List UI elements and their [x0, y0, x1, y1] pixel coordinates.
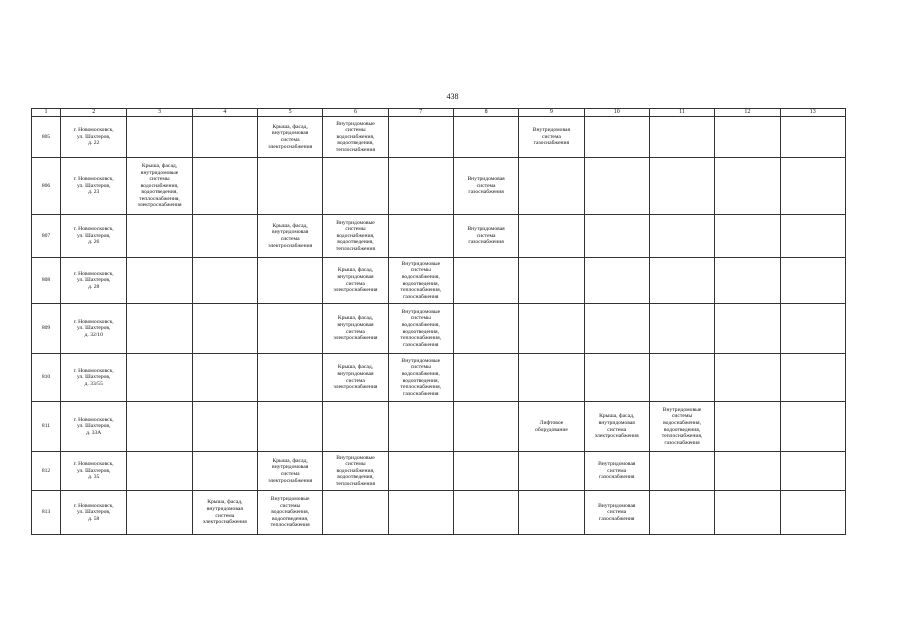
address-cell: г. Новомосковск, ул. Шахтеров, д. 23 [61, 158, 127, 215]
work-type-cell [258, 354, 323, 402]
column-number-header: 12 [715, 109, 780, 117]
repair-schedule-table [31, 108, 846, 535]
work-type-cell: Крыша, фасад, внутридомовая система электроснабжения [258, 117, 323, 158]
work-type-cell [715, 215, 780, 258]
work-type-cell [649, 158, 714, 215]
work-type-cell [584, 117, 649, 158]
work-type-cell: Крыша, фасад, внутридомовая система электроснабжения [584, 402, 649, 452]
column-number-header: 13 [780, 109, 845, 117]
work-type-cell [780, 158, 845, 215]
address-cell: г. Новомосковск, ул. Шахтеров, д. 33А [61, 402, 127, 452]
work-type-cell: Крыша, фасад, внутридомовая система электроснабжения [323, 304, 388, 354]
work-type-cell: Внутридомовые системы водоснабжения, водоотведения, теплоснабжения [323, 452, 388, 491]
work-type-cell [388, 452, 453, 491]
work-type-cell [584, 304, 649, 354]
row-number-cell: 809 [32, 304, 61, 354]
work-type-cell [584, 258, 649, 304]
work-type-cell [127, 402, 192, 452]
work-type-cell [519, 452, 584, 491]
work-type-cell: Крыша, фасад, внутридомовые системы водоснабжения, водоотведения, теплоснабжения, электроснабжения [127, 158, 192, 215]
row-number-cell: 811 [32, 402, 61, 452]
column-number-header: 2 [61, 109, 127, 117]
work-type-cell [192, 452, 257, 491]
work-type-cell [715, 491, 780, 535]
work-type-cell [649, 304, 714, 354]
work-type-cell [715, 402, 780, 452]
work-type-cell [453, 491, 518, 535]
work-type-cell [780, 215, 845, 258]
table-row [32, 117, 846, 158]
work-type-cell: Внутридомовые системы водоснабжения, водоотведения, теплоснабжения [323, 117, 388, 158]
work-type-cell [715, 158, 780, 215]
table-row [32, 354, 846, 402]
work-type-cell [388, 491, 453, 535]
work-type-cell [519, 258, 584, 304]
work-type-cell [258, 158, 323, 215]
work-type-cell [584, 158, 649, 215]
work-type-cell [127, 117, 192, 158]
work-type-cell [127, 491, 192, 535]
column-number-header: 11 [649, 109, 714, 117]
table-row [32, 304, 846, 354]
table-row [32, 452, 846, 491]
address-cell: г. Новомосковск, ул. Шахтеров, д. 28 [61, 258, 127, 304]
work-type-cell: Внутридомовая система газоснабжения [453, 158, 518, 215]
work-type-cell [519, 215, 584, 258]
work-type-cell [584, 354, 649, 402]
column-number-header: 8 [453, 109, 518, 117]
work-type-cell: Внутридомовые системы водоснабжения, водоотведения, теплоснабжения, газоснабжения [388, 304, 453, 354]
work-type-cell [715, 304, 780, 354]
work-type-cell [192, 354, 257, 402]
work-type-cell [780, 354, 845, 402]
column-number-header: 6 [323, 109, 388, 117]
work-type-cell: Крыша, фасад, внутридомовая система электроснабжения [258, 452, 323, 491]
work-type-cell [519, 158, 584, 215]
work-type-cell [649, 354, 714, 402]
work-type-cell: Крыша, фасад, внутридомовая система электроснабжения [258, 215, 323, 258]
address-cell: г. Новомосковск, ул. Шахтеров, д. 26 [61, 215, 127, 258]
work-type-cell [127, 215, 192, 258]
work-type-cell [780, 402, 845, 452]
work-type-cell: Крыша, фасад, внутридомовая система электроснабжения [192, 491, 257, 535]
work-type-cell [258, 402, 323, 452]
work-type-cell [323, 491, 388, 535]
work-type-cell [519, 354, 584, 402]
work-type-cell: Внутридомовые системы водоснабжения, водоотведения, теплоснабжения, газоснабжения [388, 258, 453, 304]
table-row [32, 215, 846, 258]
address-cell: г. Новомосковск, ул. Шахтеров, д. 35 [61, 452, 127, 491]
work-type-cell [192, 117, 257, 158]
work-type-cell [780, 304, 845, 354]
work-type-cell [258, 304, 323, 354]
work-type-cell: Внутридомовые системы водоснабжения, водоотведения, теплоснабжения [323, 215, 388, 258]
work-type-cell [323, 402, 388, 452]
work-type-cell [519, 304, 584, 354]
address-cell: г. Новомосковск, ул. Шахтеров, д. 33/55 [61, 354, 127, 402]
column-number-header: 3 [127, 109, 192, 117]
address-cell: г. Новомосковск, ул. Шахтеров, д. 22 [61, 117, 127, 158]
work-type-cell [127, 258, 192, 304]
work-type-cell [388, 117, 453, 158]
work-type-cell [388, 215, 453, 258]
work-type-cell [192, 402, 257, 452]
work-type-cell [649, 491, 714, 535]
work-type-cell [192, 158, 257, 215]
work-type-cell: Внутридомовая система газоснабжения [584, 452, 649, 491]
column-number-header: 5 [258, 109, 323, 117]
work-type-cell [780, 117, 845, 158]
work-type-cell [453, 258, 518, 304]
table-row [32, 402, 846, 452]
work-type-cell: Крыша, фасад, внутридомовая система электроснабжения [323, 258, 388, 304]
work-type-cell: Внутридомовые системы водоснабжения, водоотведения, теплоснабжения [258, 491, 323, 535]
work-type-cell: Лифтовое оборудование [519, 402, 584, 452]
address-cell: г. Новомосковск, ул. Шахтеров, д. 58 [61, 491, 127, 535]
page-number: 438 [446, 92, 459, 101]
row-number-cell: 805 [32, 117, 61, 158]
work-type-cell [715, 452, 780, 491]
row-number-cell: 812 [32, 452, 61, 491]
work-type-cell: Крыша, фасад, внутридомовая система электроснабжения [323, 354, 388, 402]
work-type-cell [715, 117, 780, 158]
work-type-cell: Внутридомовая система газоснабжения [453, 215, 518, 258]
work-type-cell [780, 491, 845, 535]
work-type-cell: Внутридомовые системы водоснабжения, водоотведения, теплоснабжения, газоснабжения [649, 402, 714, 452]
table-row [32, 158, 846, 215]
work-type-cell [780, 452, 845, 491]
work-type-cell [649, 452, 714, 491]
work-type-cell [715, 354, 780, 402]
work-type-cell [192, 258, 257, 304]
work-type-cell [323, 158, 388, 215]
work-type-cell [780, 258, 845, 304]
work-type-cell [453, 354, 518, 402]
work-type-cell [649, 215, 714, 258]
table-header-row [32, 109, 846, 117]
column-number-header: 9 [519, 109, 584, 117]
work-type-cell [127, 452, 192, 491]
work-type-cell [584, 215, 649, 258]
work-type-cell: Внутридомовые системы водоснабжения, водоотведения, теплоснабжения, газоснабжения [388, 354, 453, 402]
row-number-cell: 808 [32, 258, 61, 304]
work-type-cell [649, 258, 714, 304]
column-number-header: 4 [192, 109, 257, 117]
work-type-cell [715, 258, 780, 304]
work-type-cell [453, 117, 518, 158]
work-type-cell [388, 158, 453, 215]
column-number-header: 1 [32, 109, 61, 117]
row-number-cell: 807 [32, 215, 61, 258]
column-number-header: 10 [584, 109, 649, 117]
work-type-cell [192, 304, 257, 354]
work-type-cell [453, 402, 518, 452]
work-type-cell: Внутридомовая система газоснабжения [519, 117, 584, 158]
work-type-cell [649, 117, 714, 158]
work-type-cell [388, 402, 453, 452]
row-number-cell: 806 [32, 158, 61, 215]
column-number-header: 7 [388, 109, 453, 117]
table-row [32, 258, 846, 304]
work-type-cell [192, 215, 257, 258]
work-type-cell [453, 452, 518, 491]
work-type-cell [519, 491, 584, 535]
work-type-cell [127, 354, 192, 402]
work-type-cell [127, 304, 192, 354]
address-cell: г. Новомосковск, ул. Шахтеров, д. 32/10 [61, 304, 127, 354]
table-row [32, 491, 846, 535]
row-number-cell: 810 [32, 354, 61, 402]
work-type-cell: Внутридомовая система газоснабжения [584, 491, 649, 535]
work-type-cell [258, 258, 323, 304]
row-number-cell: 813 [32, 491, 61, 535]
work-type-cell [453, 304, 518, 354]
